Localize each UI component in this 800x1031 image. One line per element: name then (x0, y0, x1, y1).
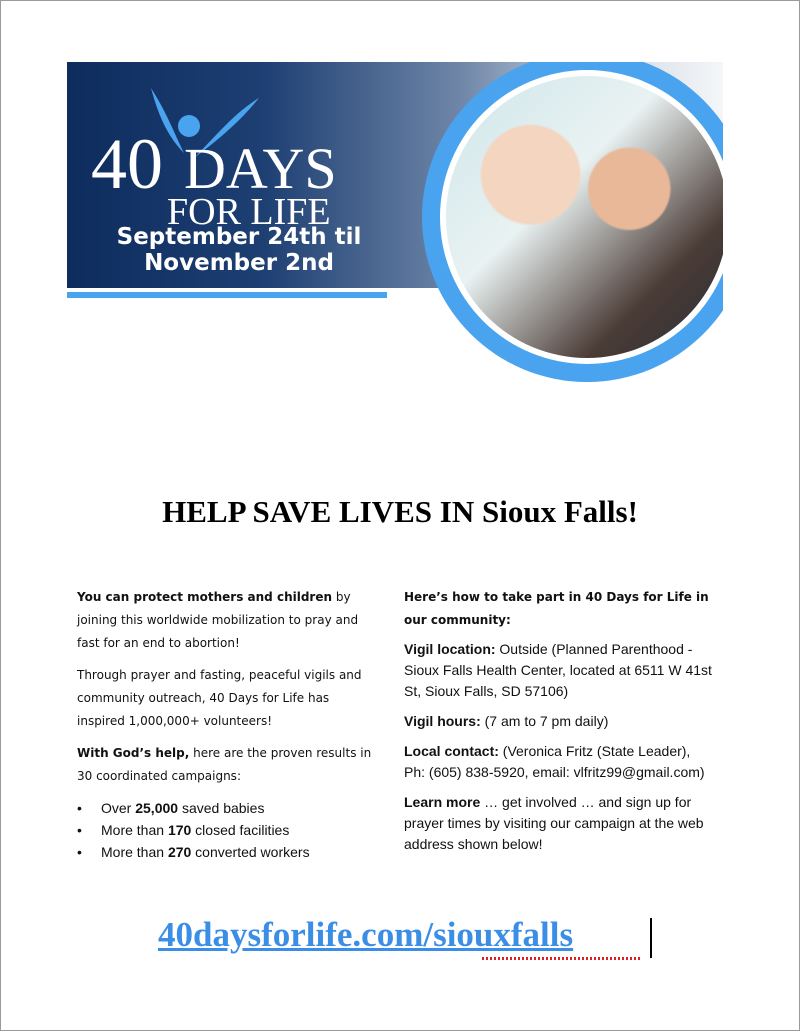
campaign-url-link[interactable]: 40daysforlife.com/siouxfalls (158, 915, 574, 954)
how-to-intro: Here’s how to take part in 40 Days for Life in our community: (404, 590, 709, 627)
right-column (404, 586, 714, 864)
list-item: • Over 25,000 saved babies (77, 797, 377, 819)
vigil-location: Vigil location: Outside (Planned Parenthood - Sioux Falls Health Center, located at 6511 W 41st St, Sioux Falls, SD 57106) (404, 641, 712, 699)
40-days-for-life-logo (89, 78, 369, 228)
results-bold: With God’s help, (77, 746, 190, 760)
dates-line-2: November 2nd (144, 250, 334, 276)
svg-text:DAYS: DAYS (184, 136, 337, 201)
banner-stripe (67, 292, 387, 298)
learn-more: Learn more … get involved … and sign up for prayer times by visiting our campaign at the web address shown below! (404, 794, 704, 852)
left-column (77, 586, 377, 863)
results-paragraph (77, 742, 377, 788)
campaign-dates (89, 224, 389, 276)
intro-paragraph (77, 586, 377, 655)
banner (67, 62, 723, 443)
page-headline: HELP SAVE LIVES IN Sioux Falls! (162, 494, 638, 529)
results-list (77, 797, 377, 863)
results-rest: here are the proven results in 30 coordinated campaigns: (77, 746, 372, 783)
local-contact: Local contact: (Veronica Fritz (State Leader), Ph: (605) 838-5920, email: vlfritz99@gmail.com) (404, 743, 705, 780)
volunteers-paragraph: Through prayer and fasting, peaceful vigils and community outreach, 40 Days for Life has inspired 1,000,000+ volunteers! (77, 668, 362, 728)
intro-bold: You can protect mothers and children (77, 590, 333, 604)
photo-ring (422, 62, 723, 382)
list-item: • More than 170 closed facilities (77, 819, 377, 841)
mother-and-baby-photo (446, 76, 723, 358)
spellcheck-underline (482, 957, 642, 960)
dates-line-1: September 24th til (116, 224, 362, 250)
vigil-hours: Vigil hours: (7 am to 7 pm daily) (404, 713, 609, 729)
svg-text:FOR LIFE: FOR LIFE (167, 191, 331, 228)
list-item: • More than 270 converted workers (77, 841, 377, 863)
intro-rest: by joining this worldwide mobilization to pray and fast for an end to abortion! (77, 590, 359, 650)
svg-text:40: 40 (91, 124, 163, 204)
text-cursor (650, 918, 652, 958)
